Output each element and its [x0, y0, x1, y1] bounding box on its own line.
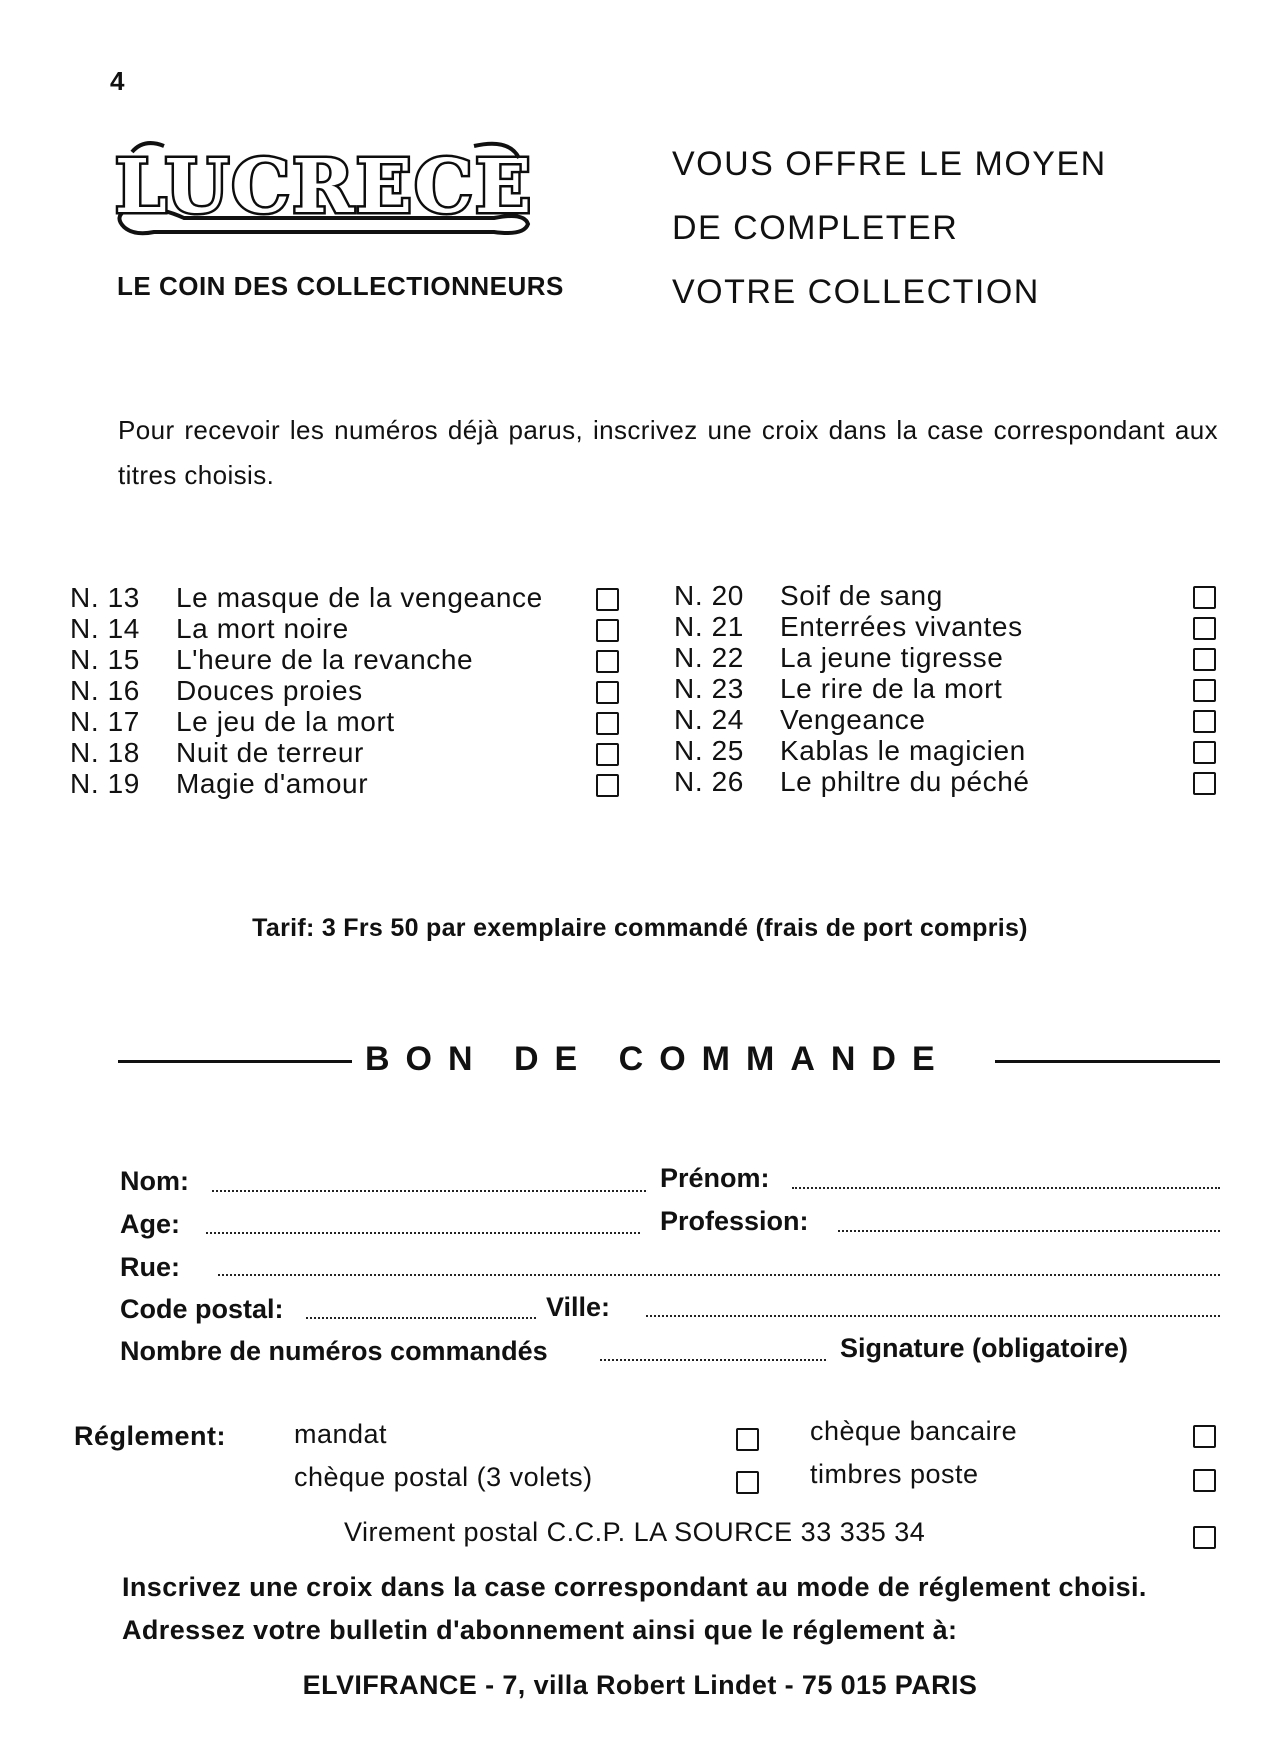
issue-title: Nuit de terreur — [176, 737, 364, 768]
issue-20-checkbox[interactable] — [1193, 586, 1216, 609]
rue-field[interactable] — [218, 1274, 1220, 1276]
instruction-line-2: Adressez votre bulletin d'abonnement ainsi que le réglement à: — [122, 1615, 958, 1645]
issue-number: N. 18 — [70, 737, 140, 768]
issue-title: La mort noire — [176, 613, 349, 644]
logo-text: LUCRECE — [114, 144, 534, 230]
mandat-checkbox[interactable] — [736, 1428, 759, 1451]
issue-number: N. 25 — [674, 735, 744, 766]
intro-paragraph: Pour recevoir les numéros déjà parus, inscrivez une croix dans la case correspondant aux titres choisis. — [118, 415, 1218, 490]
issue-title: Kablas le magicien — [780, 735, 1026, 766]
mandat-label: mandat — [294, 1419, 388, 1449]
offer-line-3: VOTRE COLLECTION — [672, 273, 1040, 311]
offer-text — [672, 132, 1107, 324]
issue-19-checkbox[interactable] — [596, 774, 619, 797]
lucrece-logo — [114, 132, 534, 242]
offer-line-2: DE COMPLETER — [672, 209, 959, 247]
issue-title: Enterrées vivantes — [780, 611, 1023, 642]
cheque-postal-checkbox[interactable] — [736, 1471, 759, 1494]
tarif-text: Tarif: 3 Frs 50 par exemplaire commandé (frais de port compris) — [252, 914, 1028, 942]
issue-15-checkbox[interactable] — [596, 650, 619, 673]
instruction-line-1: Inscrivez une croix dans la case correspondant au mode de réglement choisi. — [122, 1572, 1147, 1602]
age-label: Age: — [120, 1209, 180, 1239]
issue-16-checkbox[interactable] — [596, 681, 619, 704]
issue-21-checkbox[interactable] — [1193, 617, 1216, 640]
issue-22-checkbox[interactable] — [1193, 648, 1216, 671]
prenom-field[interactable] — [792, 1187, 1220, 1189]
ville-field[interactable] — [646, 1315, 1220, 1317]
issue-24-checkbox[interactable] — [1193, 710, 1216, 733]
issue-13-checkbox[interactable] — [596, 588, 619, 611]
issue-number: N. 13 — [70, 582, 140, 613]
nom-field[interactable] — [212, 1190, 646, 1192]
nombre-label: Nombre de numéros commandés — [120, 1336, 548, 1366]
age-field[interactable] — [206, 1232, 640, 1234]
issue-23-checkbox[interactable] — [1193, 679, 1216, 702]
ville-label: Ville: — [546, 1292, 611, 1322]
issue-title: Magie d'amour — [176, 768, 369, 799]
issue-number: N. 26 — [674, 766, 744, 797]
collectors-subtitle: LE COIN DES COLLECTIONNEURS — [117, 271, 564, 301]
issue-title: Vengeance — [780, 704, 926, 735]
issue-number: N. 19 — [70, 768, 140, 799]
divider-left — [118, 1060, 352, 1063]
code-postal-label: Code postal: — [120, 1294, 284, 1324]
issue-number: N. 20 — [674, 580, 744, 611]
prenom-label: Prénom: — [660, 1163, 770, 1193]
issue-title: Le philtre du péché — [780, 766, 1030, 797]
order-form-title: BON DE COMMANDE — [365, 1040, 951, 1078]
issue-title: Soif de sang — [780, 580, 943, 611]
issue-number: N. 15 — [70, 644, 140, 675]
issue-26-checkbox[interactable] — [1193, 772, 1216, 795]
issue-number: N. 16 — [70, 675, 140, 706]
issue-number: N. 22 — [674, 642, 744, 673]
issue-18-checkbox[interactable] — [596, 743, 619, 766]
cheque-postal-label: chèque postal (3 volets) — [294, 1462, 593, 1492]
page-number: 4 — [110, 66, 125, 96]
issue-number: N. 23 — [674, 673, 744, 704]
issue-25-checkbox[interactable] — [1193, 741, 1216, 764]
issue-title: Douces proies — [176, 675, 363, 706]
profession-label: Profession: — [660, 1206, 809, 1236]
divider-right — [995, 1060, 1220, 1063]
virement-label: Virement postal C.C.P. LA SOURCE 33 335 34 — [344, 1517, 926, 1547]
nom-label: Nom: — [120, 1166, 189, 1196]
issue-title: Le masque de la vengeance — [176, 582, 543, 613]
issue-number: N. 14 — [70, 613, 140, 644]
issue-number: N. 24 — [674, 704, 744, 735]
offer-line-1: VOUS OFFRE LE MOYEN — [672, 145, 1107, 183]
rue-label: Rue: — [120, 1252, 180, 1282]
cheque-bancaire-checkbox[interactable] — [1193, 1425, 1216, 1448]
profession-field[interactable] — [838, 1230, 1220, 1232]
timbres-checkbox[interactable] — [1193, 1469, 1216, 1492]
signature-label: Signature (obligatoire) — [840, 1333, 1129, 1363]
issue-14-checkbox[interactable] — [596, 619, 619, 642]
issue-number: N. 17 — [70, 706, 140, 737]
virement-checkbox[interactable] — [1193, 1526, 1216, 1549]
timbres-label: timbres poste — [810, 1459, 979, 1489]
issue-number: N. 21 — [674, 611, 744, 642]
issue-title: La jeune tigresse — [780, 642, 1004, 673]
code-postal-field[interactable] — [306, 1317, 536, 1319]
address: ELVIFRANCE - 7, villa Robert Lindet - 75 015 PARIS — [302, 1670, 978, 1700]
cheque-bancaire-label: chèque bancaire — [810, 1416, 1018, 1446]
issue-title: L'heure de la revanche — [176, 644, 474, 675]
issue-title: Le jeu de la mort — [176, 706, 395, 737]
issue-17-checkbox[interactable] — [596, 712, 619, 735]
reglement-label: Réglement: — [74, 1421, 227, 1451]
nombre-field[interactable] — [600, 1359, 826, 1361]
issue-title: Le rire de la mort — [780, 673, 1003, 704]
